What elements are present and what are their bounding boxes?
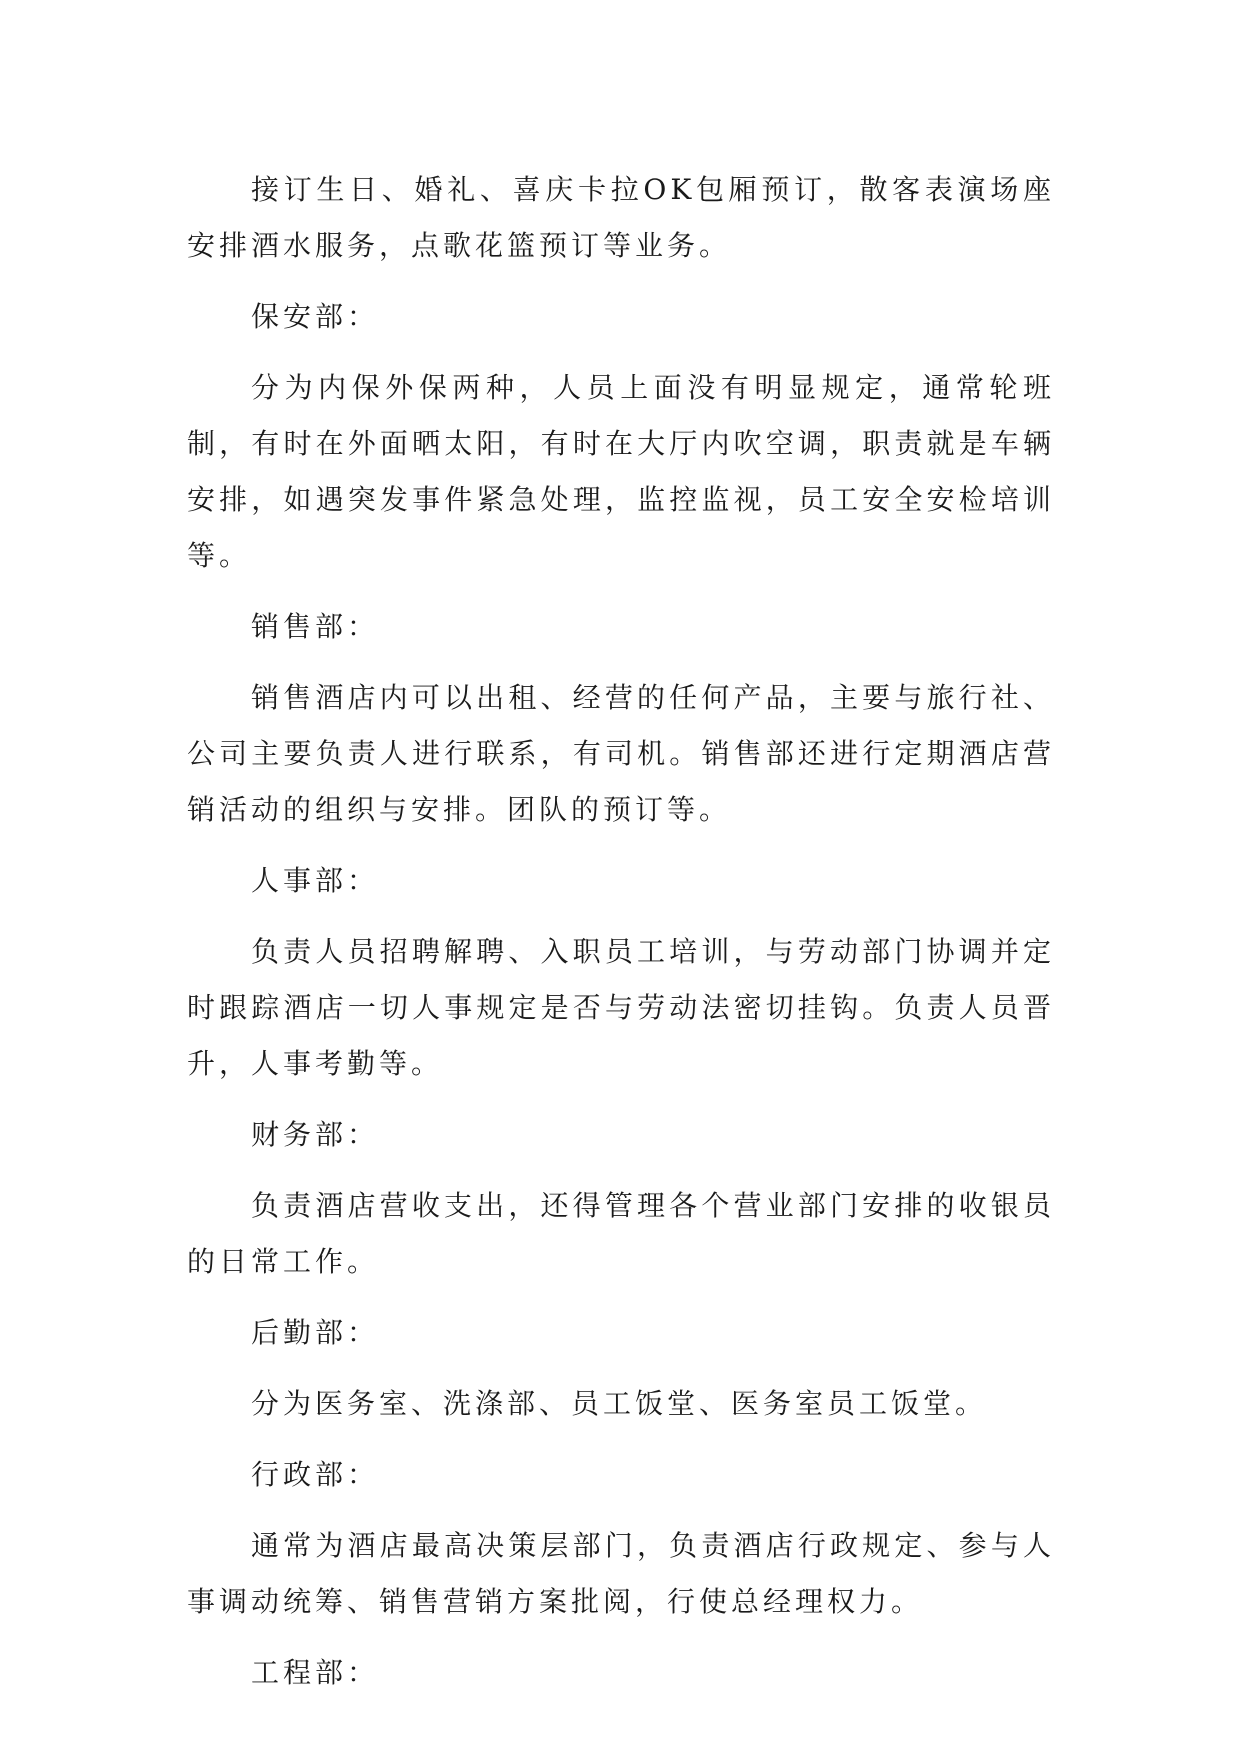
heading-engineering-department: 工程部：: [251, 1656, 380, 1689]
heading-administration-department: 行政部：: [251, 1458, 380, 1491]
paragraph-administration-duties: 通常为酒店最高决策层部门，负责酒店行政规定、参与人事调动统筹、销售营销方案批阅，行使总经理权力。: [187, 1529, 1055, 1618]
heading-logistics-department: 后勤部：: [251, 1316, 380, 1349]
paragraph-sales-duties: 销售酒店内可以出租、经营的任何产品，主要与旅行社、公司主要负责人进行联系，有司机。销售部还进行定期酒店营销活动的组织与安排。团队的预订等。: [187, 681, 1055, 826]
paragraph-finance-duties: 负责酒店营收支出，还得管理各个营业部门安排的收银员的日常工作。: [187, 1189, 1055, 1278]
heading-hr-department: 人事部：: [251, 864, 380, 897]
heading-sales-department: 销售部：: [251, 610, 380, 643]
document-body: [187, 162, 1055, 1716]
heading-security-department: 保安部：: [251, 300, 380, 333]
paragraph-karaoke-services: 接订生日、婚礼、喜庆卡拉OK包厢预订，散客表演场座安排酒水服务，点歌花篮预订等业务。: [187, 173, 1055, 262]
paragraph-hr-duties: 负责人员招聘解聘、入职员工培训，与劳动部门协调并定时跟踪酒店一切人事规定是否与劳动法密切挂钩。负责人员晋升，人事考勤等。: [187, 935, 1055, 1080]
paragraph-security-duties: 分为内保外保两种，人员上面没有明显规定，通常轮班制，有时在外面晒太阳，有时在大厅内吹空调，职责就是车辆安排，如遇突发事件紧急处理，监控监视，员工安全安检培训等。: [187, 371, 1055, 572]
heading-finance-department: 财务部：: [251, 1118, 380, 1151]
paragraph-logistics-duties: 分为医务室、洗涤部、员工饭堂、医务室员工饭堂。: [251, 1387, 988, 1420]
